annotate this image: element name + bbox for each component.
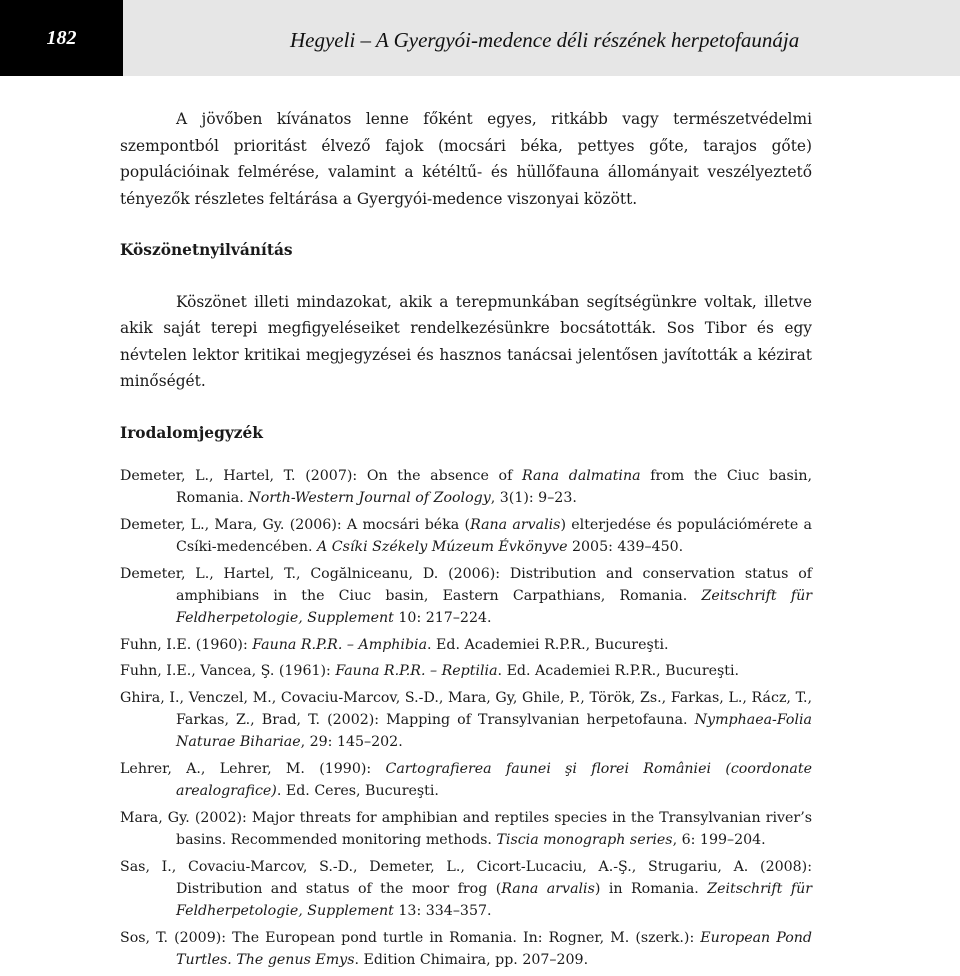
references-heading: Irodalomjegyzék [120, 423, 263, 442]
reference-italic-text: Fauna R.P.R. – Amphibia [252, 636, 428, 653]
reference-text: 10: 217–224. [393, 610, 492, 627]
reference-italic-text: North-Western Journal of Zoology [248, 490, 491, 507]
reference-text: . Ed. Ceres, Bucureşti. [276, 783, 439, 800]
reference-text: , 3(1): 9–23. [490, 490, 577, 507]
reference-item [120, 465, 812, 510]
reference-item [120, 634, 812, 656]
reference-italic-text: Rana dalmatina [522, 468, 641, 484]
reference-italic-text: Zeitschrift für Feldherpetologie, Supplement [176, 880, 812, 920]
reference-italic-text: Zeitschrift für Feldherpetologie, Supplement [176, 588, 812, 627]
reference-item [120, 856, 812, 923]
reference-text: ) elterjedése és populációmérete a Csíki-medencében. [176, 516, 812, 556]
reference-text: 2005: 439–450. [567, 539, 684, 556]
reference-italic-text: Cartografierea faunei şi florei României (coordonate arealografice) [176, 760, 812, 800]
reference-text: , 6: 199–204. [672, 832, 766, 849]
reference-item [120, 687, 812, 754]
reference-text: Mara, Gy. (2002): Major threats for amphibian and reptiles species in the Transylvanian river’s basins. Recommended monitoring methods. [120, 809, 812, 849]
reference-italic-text: A Csíki Székely Múzeum Évkönyve [317, 539, 568, 556]
reference-item [120, 758, 812, 803]
reference-text: Sos, T. (2009): The European pond turtle in Romania. In: Rogner, M. (szerk.): [120, 929, 701, 946]
reference-text: Sas, I., Covaciu-Marcov, S.-D., Demeter, L., Cicort-Lucaciu, A.-Ş., Strugariu, A. (2008): Distribution and status of the moor frog ( [120, 858, 812, 897]
reference-text: Ghira, I., Venczel, M., Covaciu-Marcov, S.-D., Mara, Gy, Ghile, P., Török, Zs., Farkas, L., Rácz, T., Farkas, Z., Brad, T. (2002): Mapping of Transylvanian herpetofauna. [120, 689, 812, 729]
reference-list [120, 465, 812, 972]
acknowledgement-heading: Köszönetnyilvánítás [120, 241, 293, 259]
page-body [120, 106, 812, 976]
reference-text: . Ed. Academiei R.P.R., Bucureşti. [497, 663, 740, 680]
reference-text: 13: 334–357. [393, 903, 492, 920]
reference-italic-text: Rana arvalis [501, 880, 595, 897]
reference-text: Fuhn, I.E. (1960): [120, 636, 253, 653]
page-number-box [0, 0, 123, 76]
intro-paragraph: A jövőben kívánatos lenne főként egyes, ritkább vagy természetvédelmi szempontból prioritást élvező fajok (mocsári béka, pettyes gőte, tarajos gőte) populációinak felmérése, valamint a kétéltű- és hüllőfauna állományait veszélyeztető tényezők részletes feltárása a Gyergyói-medence viszonyai között. [120, 110, 812, 208]
running-title: Hegyeli – A Gyergyói-medence déli részének herpetofaunája [290, 28, 800, 52]
reference-italic-text: Nymphaea-Folia Naturae Bihariae [176, 712, 812, 751]
reference-item [120, 660, 812, 682]
reference-item [120, 807, 812, 852]
reference-text: Lehrer, A., Lehrer, M. (1990): [120, 760, 386, 777]
reference-italic-text: Rana arvalis [470, 516, 561, 533]
reference-text: Demeter, L., Hartel, T., Cogălniceanu, D. (2006): Distribution and conservation status of amphibians in the Ciuc basin, Eastern Carpathians, Romania. [120, 565, 812, 605]
reference-italic-text: European Pond Turtles. The genus Emys [176, 929, 812, 969]
reference-text: , 29: 145–202. [300, 734, 403, 751]
reference-text: ) in Romania. [594, 880, 708, 897]
reference-text: from the Ciuc basin, Romania. [176, 468, 812, 507]
reference-item [120, 514, 812, 559]
reference-item [120, 563, 812, 630]
reference-text: Fuhn, I.E., Vancea, Ş. (1961): [120, 663, 336, 680]
reference-text: . Edition Chimaira, pp. 207–209. [354, 952, 589, 969]
page-number: 182 [46, 26, 77, 49]
acknowledgement-paragraph: Köszönet illeti mindazokat, akik a terepmunkában segítségünkre voltak, illetve akik saját terepi megfigyeléseiket rendelkezésünkre bocsátották. Sos Tibor és egy névtelen lektor kritikai megjegyzései és hasznos tanácsai jelentősen javították a kézirat minőségét. [120, 292, 812, 390]
reference-text: . Ed. Academiei R.P.R., Bucureşti. [427, 636, 669, 653]
reference-text: Demeter, L., Hartel, T. (2007): On the absence of [120, 468, 522, 484]
reference-italic-text: Tiscia monograph series [496, 832, 673, 849]
reference-text: Demeter, L., Mara, Gy. (2006): A mocsári béka ( [120, 516, 471, 533]
running-header [0, 0, 960, 76]
reference-italic-text: Fauna R.P.R. – Reptilia [335, 663, 498, 680]
reference-item [120, 927, 812, 972]
